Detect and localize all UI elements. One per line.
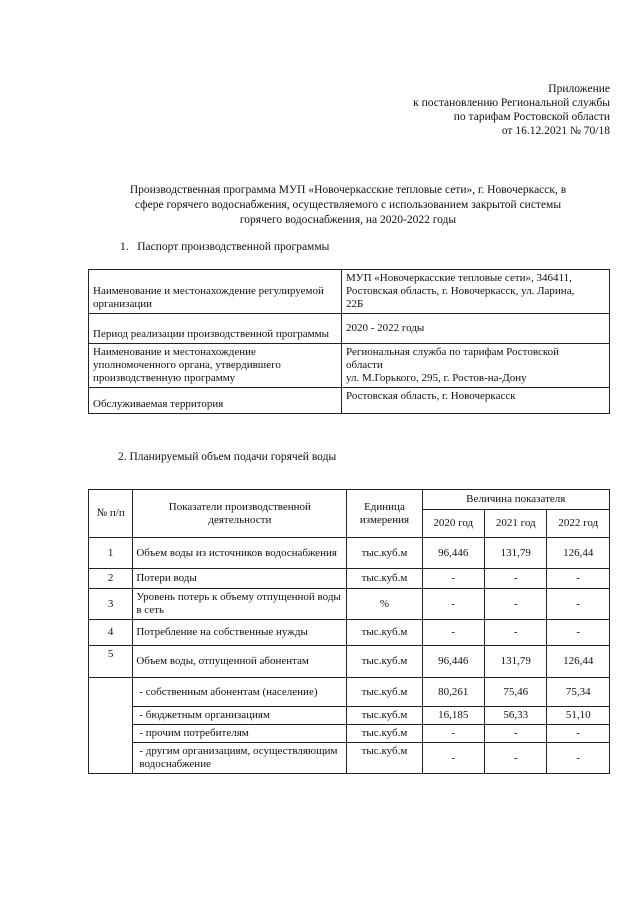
- row-num: 5: [89, 646, 133, 678]
- table-row: [89, 620, 610, 646]
- section-1-number: 1.: [120, 241, 129, 253]
- row-name: - прочим потребителям: [133, 725, 347, 743]
- value-line: Ростовская область, г. Новочеркасск: [346, 390, 516, 402]
- appendix-block: [413, 82, 610, 138]
- table-row: [89, 646, 610, 678]
- passport-value: [342, 270, 610, 314]
- passport-value: [342, 344, 610, 388]
- header-year-2020: 2020 год: [422, 510, 484, 538]
- appendix-line: от 16.12.2021 № 70/18: [501, 125, 610, 137]
- section-2-heading: 2. Планируемый объем подачи горячей воды: [118, 451, 337, 463]
- volume-table: [88, 489, 610, 774]
- row-value-2021: 56,33: [485, 707, 547, 725]
- row-value-2020: -: [422, 725, 484, 743]
- row-value-2021: 131,79: [485, 646, 547, 678]
- row-name: Уровень потерь к объему отпущенной воды в сеть: [133, 589, 347, 620]
- row-value-2020: -: [422, 569, 484, 589]
- row-value-2022: -: [547, 743, 610, 774]
- row-value-2021: -: [485, 743, 547, 774]
- row-num: 2: [89, 569, 133, 589]
- table-row: [89, 589, 610, 620]
- value-line: 22Б: [346, 298, 364, 310]
- row-name: Потребление на собственные нужды: [133, 620, 347, 646]
- row-value-2022: 51,10: [547, 707, 610, 725]
- row-value-2020: -: [422, 620, 484, 646]
- value-line: Региональная служба по тарифам Ростовской: [346, 346, 560, 358]
- row-value-2022: -: [547, 725, 610, 743]
- table-row: [89, 743, 610, 774]
- passport-row: [89, 344, 610, 388]
- passport-key: Наименование и местонахождение регулируемой организации: [89, 270, 342, 314]
- header-year-2021: 2021 год: [485, 510, 547, 538]
- row-value-2022: -: [547, 569, 610, 589]
- passport-row: [89, 388, 610, 414]
- row-value-2020: 96,446: [422, 538, 484, 569]
- row-value-2021: -: [485, 620, 547, 646]
- header-year-2022: 2022 год: [547, 510, 610, 538]
- row-num: 3: [89, 589, 133, 620]
- row-num: 1: [89, 538, 133, 569]
- value-line: 2020 - 2022 годы: [346, 322, 425, 334]
- section-1-heading: [120, 240, 329, 254]
- row-value-2022: 75,34: [547, 678, 610, 707]
- value-line: Ростовская область, г. Новочеркасск, ул. Ларина,: [346, 285, 575, 297]
- row-value-2021: 75,46: [485, 678, 547, 707]
- row-unit: тыс.куб.м: [347, 620, 422, 646]
- row-unit: тыс.куб.м: [347, 678, 422, 707]
- passport-key: Наименование и местонахождение уполномоченного органа, утвердившего производственную программу: [89, 344, 342, 388]
- row-name: Объем воды из источников водоснабжения: [133, 538, 347, 569]
- section-1-title: Паспорт производственной программы: [137, 241, 330, 253]
- value-line: области: [346, 359, 383, 371]
- row-value-2021: -: [485, 725, 547, 743]
- appendix-line: к постановлению Региональной службы: [413, 97, 610, 109]
- row-value-2020: 96,446: [422, 646, 484, 678]
- value-line: ул. М.Горького, 295, г. Ростов-на-Дону: [346, 372, 527, 384]
- passport-key: Период реализации производственной программы: [89, 314, 342, 344]
- row-value-2020: 80,261: [422, 678, 484, 707]
- row-unit: тыс.куб.м: [347, 646, 422, 678]
- row-unit: %: [347, 589, 422, 620]
- row-value-2020: 16,185: [422, 707, 484, 725]
- table-row: [89, 678, 610, 707]
- row-value-2020: -: [422, 743, 484, 774]
- appendix-line: по тарифам Ростовской области: [453, 111, 610, 123]
- value-line: МУП «Новочеркасские тепловые сети», 346411,: [346, 272, 572, 284]
- row-value-2021: -: [485, 569, 547, 589]
- passport-key: Обслуживаемая территория: [89, 388, 342, 414]
- row-unit: тыс.куб.м: [347, 707, 422, 725]
- row-unit: тыс.куб.м: [347, 743, 422, 774]
- header-row: [89, 490, 610, 510]
- passport-value: [342, 314, 610, 344]
- table-row: [89, 725, 610, 743]
- header-value-group: Величина показателя: [422, 490, 609, 510]
- row-unit: тыс.куб.м: [347, 538, 422, 569]
- appendix-line: Приложение: [548, 83, 610, 95]
- row-value-2021: 131,79: [485, 538, 547, 569]
- document-title: [88, 183, 608, 228]
- row-value-2022: 126,44: [547, 538, 610, 569]
- row-name: - собственным абонентам (население): [133, 678, 347, 707]
- row-value-2022: 126,44: [547, 646, 610, 678]
- passport-row: [89, 314, 610, 344]
- row-name: Потери воды: [133, 569, 347, 589]
- row-value-2020: -: [422, 589, 484, 620]
- header-unit: Единица измерения: [347, 490, 422, 538]
- row-unit: тыс.куб.м: [347, 569, 422, 589]
- row-unit: тыс.куб.м: [347, 725, 422, 743]
- header-num: № п/п: [89, 490, 133, 538]
- row-value-2021: -: [485, 589, 547, 620]
- title-line: Производственная программа МУП «Новочеркасские тепловые сети», г. Новочеркасск, в: [129, 184, 567, 196]
- table-row: [89, 569, 610, 589]
- table-row: [89, 538, 610, 569]
- row-value-2022: -: [547, 589, 610, 620]
- title-line: сфере горячего водоснабжения, осуществляемого с использованием закрытой системы: [134, 199, 562, 211]
- passport-row: [89, 270, 610, 314]
- row-value-2022: -: [547, 620, 610, 646]
- row-name: Объем воды, отпущенной абонентам: [133, 646, 347, 678]
- row-name: - бюджетным организациям: [133, 707, 347, 725]
- passport-table: [88, 269, 610, 414]
- row-num: 4: [89, 620, 133, 646]
- table-row: [89, 707, 610, 725]
- header-name: Показатели производственной деятельности: [133, 490, 347, 538]
- title-line: горячего водоснабжения, на 2020-2022 годы: [239, 214, 457, 226]
- passport-value: [342, 388, 610, 414]
- row-name: - другим организациям, осуществляющим водоснабжение: [133, 743, 347, 774]
- row-num-merged: [89, 678, 133, 774]
